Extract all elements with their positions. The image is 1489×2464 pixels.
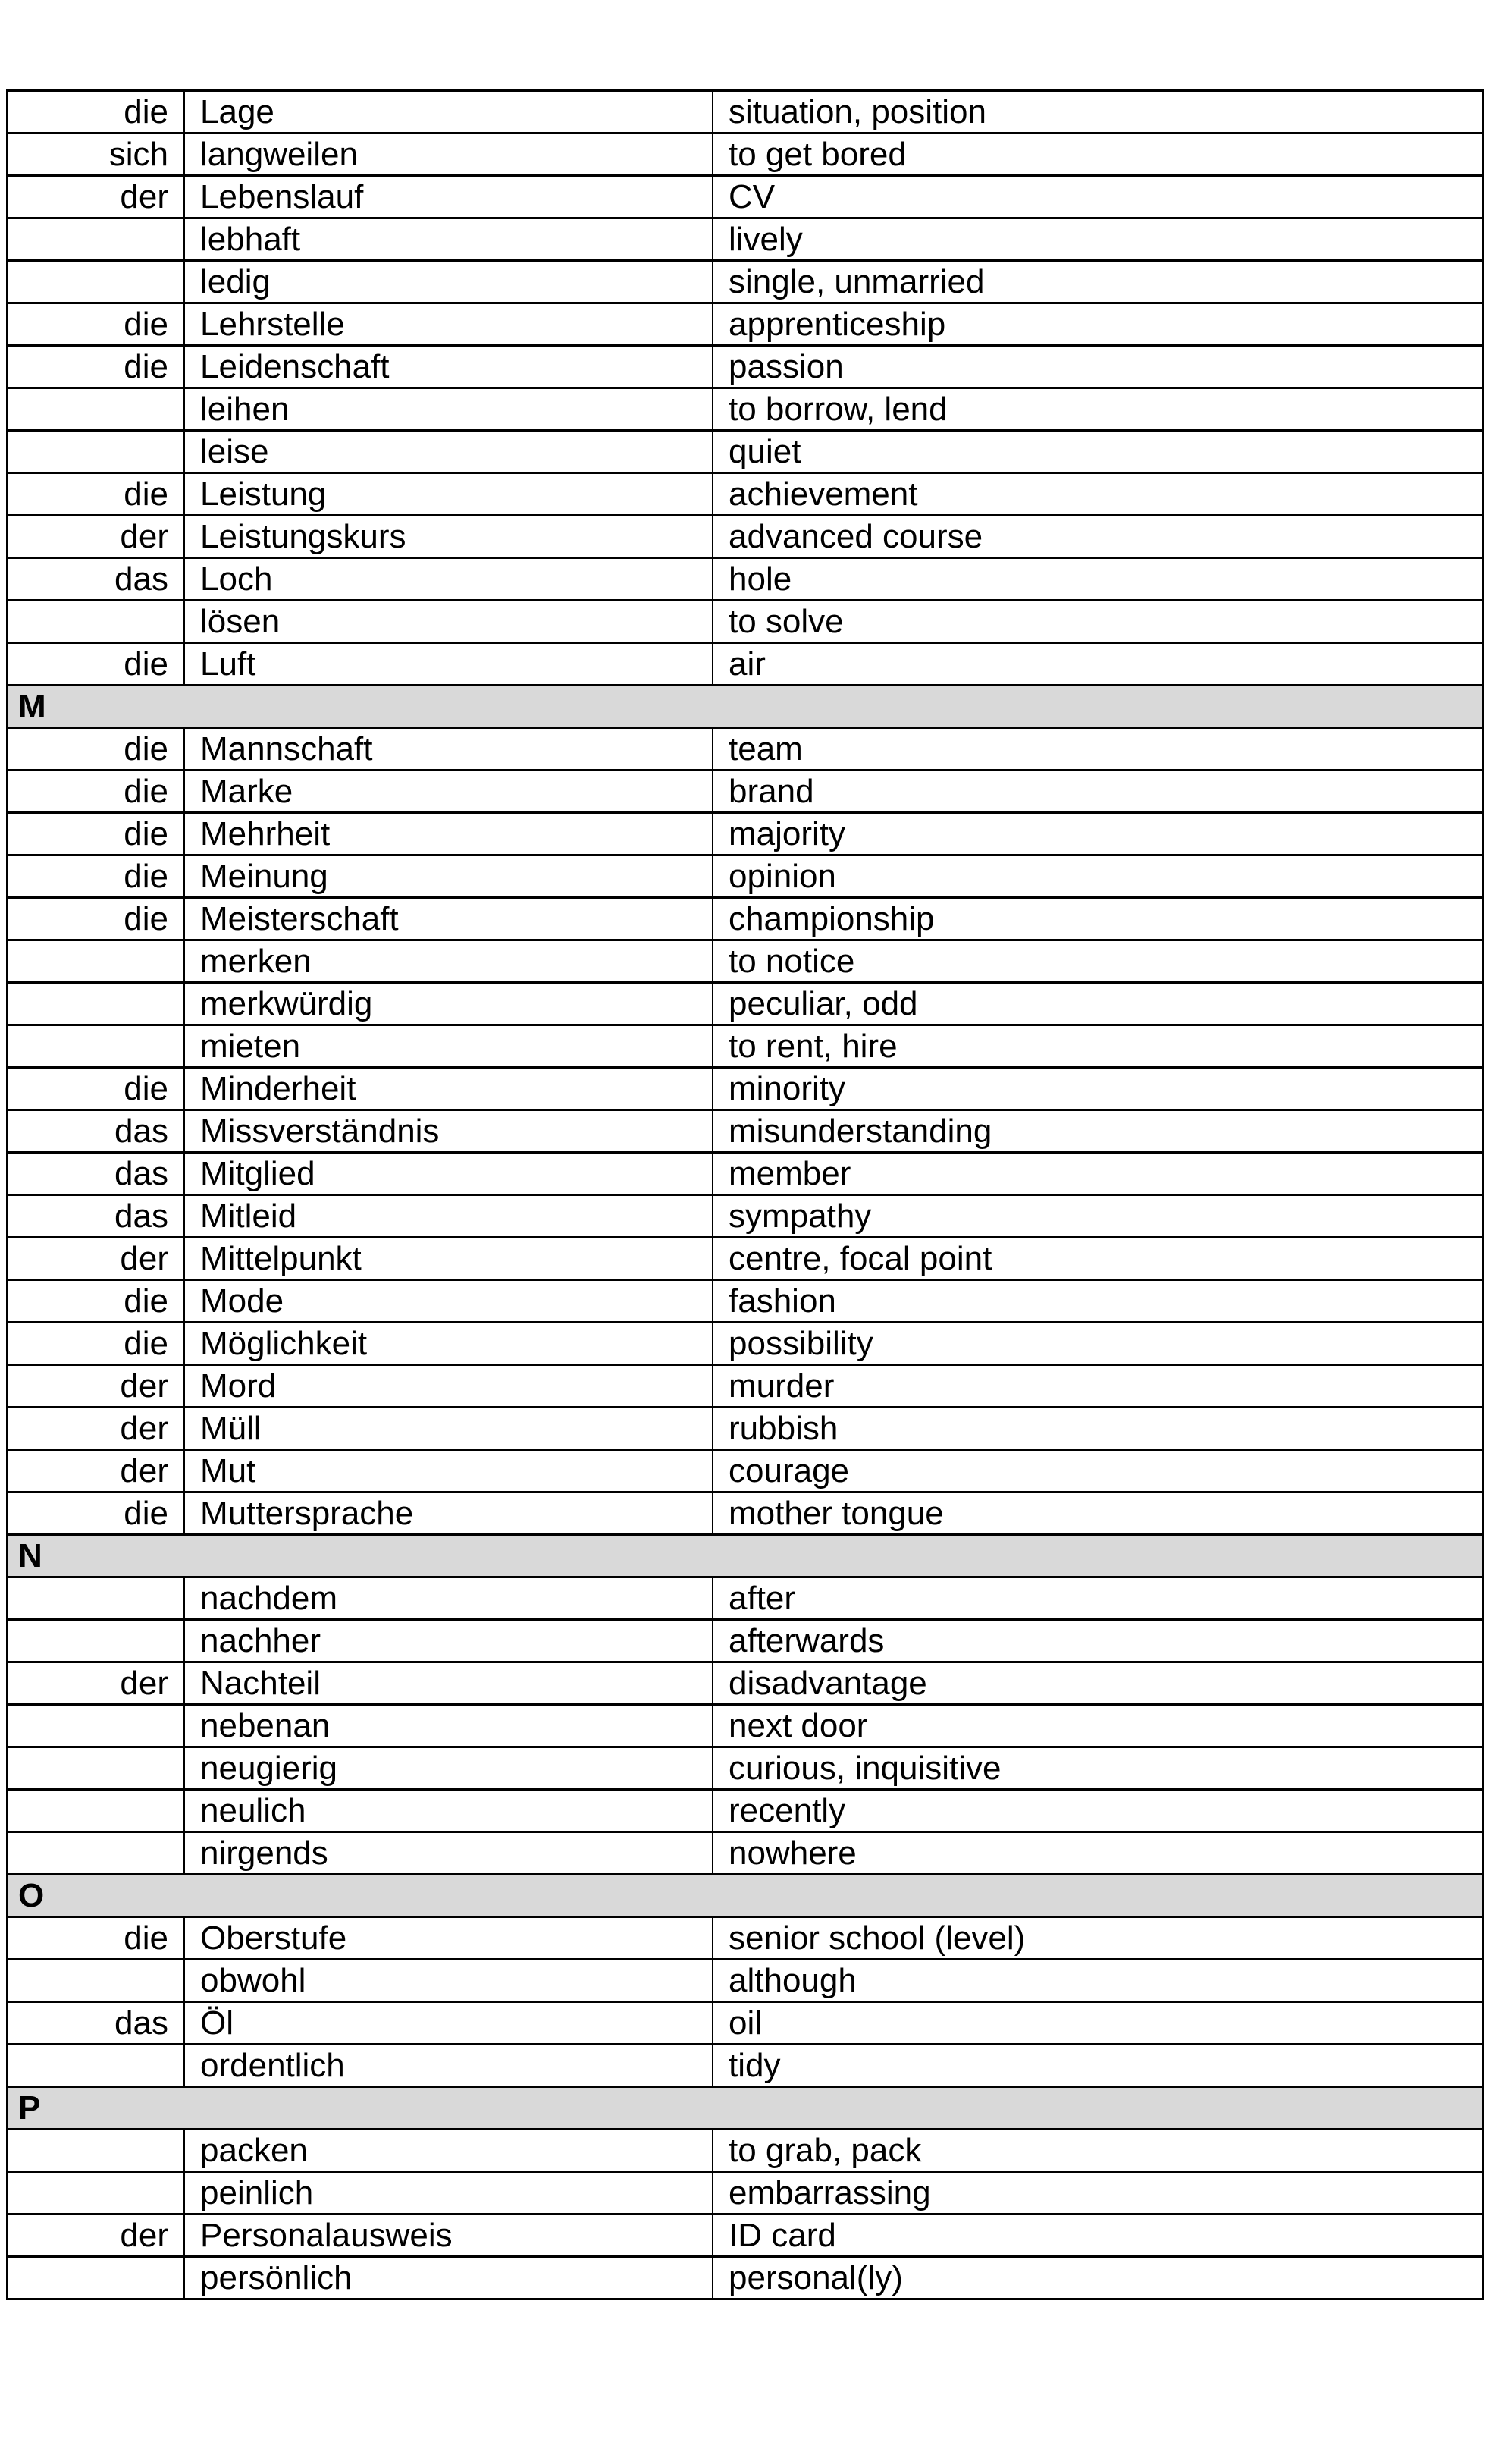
vocab-row xyxy=(7,558,1483,601)
article-cell: die xyxy=(7,855,184,898)
german-word-cell: Leidenschaft xyxy=(184,346,713,388)
english-translation-cell: situation, position xyxy=(713,91,1483,133)
vocab-row xyxy=(7,1323,1483,1365)
english-translation-cell: brand xyxy=(713,771,1483,813)
german-word-cell: Oberstufe xyxy=(184,1917,713,1960)
article-cell: der xyxy=(7,1408,184,1450)
article-cell: die xyxy=(7,728,184,771)
article-cell: das xyxy=(7,2002,184,2045)
german-word-cell: Mannschaft xyxy=(184,728,713,771)
german-word-cell: Marke xyxy=(184,771,713,813)
english-translation-cell: air xyxy=(713,643,1483,686)
vocab-row xyxy=(7,643,1483,686)
article-cell xyxy=(7,2257,184,2299)
vocab-row xyxy=(7,1365,1483,1408)
english-translation-cell: minority xyxy=(713,1068,1483,1110)
german-word-cell: Nachteil xyxy=(184,1662,713,1705)
vocab-row xyxy=(7,2002,1483,2045)
german-word-cell: Mode xyxy=(184,1280,713,1323)
article-cell xyxy=(7,1747,184,1790)
vocab-row xyxy=(7,1747,1483,1790)
article-cell xyxy=(7,1960,184,2002)
vocab-row xyxy=(7,2130,1483,2172)
english-translation-cell: advanced course xyxy=(713,516,1483,558)
german-word-cell: Lehrstelle xyxy=(184,303,713,346)
english-translation-cell: although xyxy=(713,1960,1483,2002)
english-translation-cell: embarrassing xyxy=(713,2172,1483,2214)
article-cell: die xyxy=(7,303,184,346)
english-translation-cell: fashion xyxy=(713,1280,1483,1323)
vocab-row xyxy=(7,601,1483,643)
english-translation-cell: personal(ly) xyxy=(713,2257,1483,2299)
english-translation-cell: possibility xyxy=(713,1323,1483,1365)
vocab-row xyxy=(7,261,1483,303)
german-word-cell: Leistungskurs xyxy=(184,516,713,558)
article-cell xyxy=(7,1620,184,1662)
english-translation-cell: lively xyxy=(713,218,1483,261)
vocab-row xyxy=(7,771,1483,813)
german-word-cell: Muttersprache xyxy=(184,1493,713,1535)
german-word-cell: Öl xyxy=(184,2002,713,2045)
german-word-cell: Personalausweis xyxy=(184,2214,713,2257)
english-translation-cell: centre, focal point xyxy=(713,1238,1483,1280)
article-cell: die xyxy=(7,643,184,686)
article-cell xyxy=(7,2045,184,2087)
section-letter: M xyxy=(7,686,1483,728)
vocab-row xyxy=(7,1493,1483,1535)
vocab-row xyxy=(7,1238,1483,1280)
vocab-row xyxy=(7,346,1483,388)
german-word-cell: Mut xyxy=(184,1450,713,1493)
article-cell xyxy=(7,1705,184,1747)
vocab-row xyxy=(7,473,1483,516)
english-translation-cell: curious, inquisitive xyxy=(713,1747,1483,1790)
article-cell: der xyxy=(7,1450,184,1493)
vocab-row xyxy=(7,516,1483,558)
article-cell: das xyxy=(7,1110,184,1153)
german-word-cell: lösen xyxy=(184,601,713,643)
vocab-row xyxy=(7,1577,1483,1620)
article-cell xyxy=(7,983,184,1025)
section-letter: P xyxy=(7,2087,1483,2130)
article-cell: die xyxy=(7,1493,184,1535)
article-cell xyxy=(7,2172,184,2214)
vocab-row xyxy=(7,813,1483,855)
article-cell xyxy=(7,261,184,303)
english-translation-cell: recently xyxy=(713,1790,1483,1832)
german-word-cell: Mitleid xyxy=(184,1195,713,1238)
german-word-cell: mieten xyxy=(184,1025,713,1068)
english-translation-cell: apprenticeship xyxy=(713,303,1483,346)
vocab-row xyxy=(7,1790,1483,1832)
english-translation-cell: next door xyxy=(713,1705,1483,1747)
vocab-row xyxy=(7,133,1483,176)
german-word-cell: neugierig xyxy=(184,1747,713,1790)
german-word-cell: leise xyxy=(184,431,713,473)
article-cell: der xyxy=(7,1662,184,1705)
article-cell: der xyxy=(7,2214,184,2257)
article-cell xyxy=(7,1832,184,1875)
german-word-cell: persönlich xyxy=(184,2257,713,2299)
english-translation-cell: sympathy xyxy=(713,1195,1483,1238)
article-cell: das xyxy=(7,1195,184,1238)
vocab-row xyxy=(7,1110,1483,1153)
german-word-cell: obwohl xyxy=(184,1960,713,2002)
english-translation-cell: to notice xyxy=(713,940,1483,983)
german-word-cell: Meisterschaft xyxy=(184,898,713,940)
vocab-row xyxy=(7,1620,1483,1662)
article-cell: die xyxy=(7,813,184,855)
german-word-cell: Leistung xyxy=(184,473,713,516)
german-word-cell: Müll xyxy=(184,1408,713,1450)
german-word-cell: langweilen xyxy=(184,133,713,176)
german-word-cell: Möglichkeit xyxy=(184,1323,713,1365)
german-word-cell: Mehrheit xyxy=(184,813,713,855)
vocab-row xyxy=(7,1450,1483,1493)
english-translation-cell: ID card xyxy=(713,2214,1483,2257)
german-word-cell: Mord xyxy=(184,1365,713,1408)
article-cell: die xyxy=(7,346,184,388)
vocab-row xyxy=(7,218,1483,261)
article-cell: das xyxy=(7,558,184,601)
section-letter: N xyxy=(7,1535,1483,1577)
german-word-cell: Minderheit xyxy=(184,1068,713,1110)
article-cell: die xyxy=(7,771,184,813)
section-header-row xyxy=(7,686,1483,728)
english-translation-cell: courage xyxy=(713,1450,1483,1493)
german-word-cell: nirgends xyxy=(184,1832,713,1875)
article-cell: die xyxy=(7,1068,184,1110)
article-cell xyxy=(7,940,184,983)
article-cell: der xyxy=(7,1238,184,1280)
vocab-row xyxy=(7,855,1483,898)
vocab-row xyxy=(7,388,1483,431)
english-translation-cell: disadvantage xyxy=(713,1662,1483,1705)
article-cell xyxy=(7,1025,184,1068)
english-translation-cell: oil xyxy=(713,2002,1483,2045)
english-translation-cell: nowhere xyxy=(713,1832,1483,1875)
article-cell xyxy=(7,1577,184,1620)
article-cell: sich xyxy=(7,133,184,176)
english-translation-cell: misunderstanding xyxy=(713,1110,1483,1153)
article-cell xyxy=(7,1790,184,1832)
vocab-row xyxy=(7,1705,1483,1747)
german-word-cell: nachdem xyxy=(184,1577,713,1620)
vocab-row xyxy=(7,1662,1483,1705)
english-translation-cell: to solve xyxy=(713,601,1483,643)
english-translation-cell: after xyxy=(713,1577,1483,1620)
english-translation-cell: afterwards xyxy=(713,1620,1483,1662)
section-header-row xyxy=(7,2087,1483,2130)
english-translation-cell: member xyxy=(713,1153,1483,1195)
german-word-cell: merkwürdig xyxy=(184,983,713,1025)
article-cell: die xyxy=(7,1280,184,1323)
english-translation-cell: hole xyxy=(713,558,1483,601)
german-word-cell: nebenan xyxy=(184,1705,713,1747)
article-cell xyxy=(7,388,184,431)
english-translation-cell: majority xyxy=(713,813,1483,855)
german-word-cell: Mitglied xyxy=(184,1153,713,1195)
german-word-cell: Lebenslauf xyxy=(184,176,713,218)
english-translation-cell: senior school (level) xyxy=(713,1917,1483,1960)
german-word-cell: neulich xyxy=(184,1790,713,1832)
english-translation-cell: quiet xyxy=(713,431,1483,473)
article-cell: die xyxy=(7,898,184,940)
english-translation-cell: mother tongue xyxy=(713,1493,1483,1535)
vocab-row xyxy=(7,1195,1483,1238)
vocab-row xyxy=(7,1153,1483,1195)
german-word-cell: Meinung xyxy=(184,855,713,898)
vocab-row xyxy=(7,2172,1483,2214)
vocab-row xyxy=(7,91,1483,133)
vocab-row xyxy=(7,1408,1483,1450)
section-header-row xyxy=(7,1535,1483,1577)
vocab-row xyxy=(7,2257,1483,2299)
german-word-cell: leihen xyxy=(184,388,713,431)
vocabulary-table xyxy=(6,89,1484,2300)
vocab-row xyxy=(7,728,1483,771)
german-word-cell: Missverständnis xyxy=(184,1110,713,1153)
german-word-cell: Mittelpunkt xyxy=(184,1238,713,1280)
english-translation-cell: passion xyxy=(713,346,1483,388)
vocab-row xyxy=(7,1960,1483,2002)
english-translation-cell: CV xyxy=(713,176,1483,218)
vocab-row xyxy=(7,2214,1483,2257)
article-cell xyxy=(7,431,184,473)
article-cell: die xyxy=(7,1323,184,1365)
german-word-cell: nachher xyxy=(184,1620,713,1662)
english-translation-cell: team xyxy=(713,728,1483,771)
vocab-row xyxy=(7,1832,1483,1875)
german-word-cell: merken xyxy=(184,940,713,983)
german-word-cell: Luft xyxy=(184,643,713,686)
section-header-row xyxy=(7,1875,1483,1917)
article-cell: das xyxy=(7,1153,184,1195)
article-cell xyxy=(7,218,184,261)
vocab-row xyxy=(7,431,1483,473)
article-cell xyxy=(7,2130,184,2172)
section-letter: O xyxy=(7,1875,1483,1917)
english-translation-cell: to borrow, lend xyxy=(713,388,1483,431)
article-cell: der xyxy=(7,176,184,218)
vocab-row xyxy=(7,176,1483,218)
vocab-row xyxy=(7,2045,1483,2087)
english-translation-cell: achievement xyxy=(713,473,1483,516)
english-translation-cell: to rent, hire xyxy=(713,1025,1483,1068)
english-translation-cell: single, unmarried xyxy=(713,261,1483,303)
vocab-row xyxy=(7,898,1483,940)
german-word-cell: packen xyxy=(184,2130,713,2172)
article-cell: der xyxy=(7,516,184,558)
english-translation-cell: peculiar, odd xyxy=(713,983,1483,1025)
english-translation-cell: championship xyxy=(713,898,1483,940)
german-word-cell: Loch xyxy=(184,558,713,601)
article-cell: die xyxy=(7,1917,184,1960)
vocab-row xyxy=(7,1025,1483,1068)
vocab-row xyxy=(7,1280,1483,1323)
english-translation-cell: opinion xyxy=(713,855,1483,898)
german-word-cell: ordentlich xyxy=(184,2045,713,2087)
english-translation-cell: tidy xyxy=(713,2045,1483,2087)
german-word-cell: ledig xyxy=(184,261,713,303)
german-word-cell: peinlich xyxy=(184,2172,713,2214)
article-cell: die xyxy=(7,91,184,133)
article-cell: der xyxy=(7,1365,184,1408)
english-translation-cell: murder xyxy=(713,1365,1483,1408)
english-translation-cell: to grab, pack xyxy=(713,2130,1483,2172)
german-word-cell: lebhaft xyxy=(184,218,713,261)
vocab-row xyxy=(7,1068,1483,1110)
vocab-row xyxy=(7,303,1483,346)
english-translation-cell: rubbish xyxy=(713,1408,1483,1450)
article-cell xyxy=(7,601,184,643)
vocabulary-table-body xyxy=(7,91,1483,2299)
vocab-row xyxy=(7,940,1483,983)
english-translation-cell: to get bored xyxy=(713,133,1483,176)
article-cell: die xyxy=(7,473,184,516)
german-word-cell: Lage xyxy=(184,91,713,133)
vocab-row xyxy=(7,983,1483,1025)
vocab-row xyxy=(7,1917,1483,1960)
